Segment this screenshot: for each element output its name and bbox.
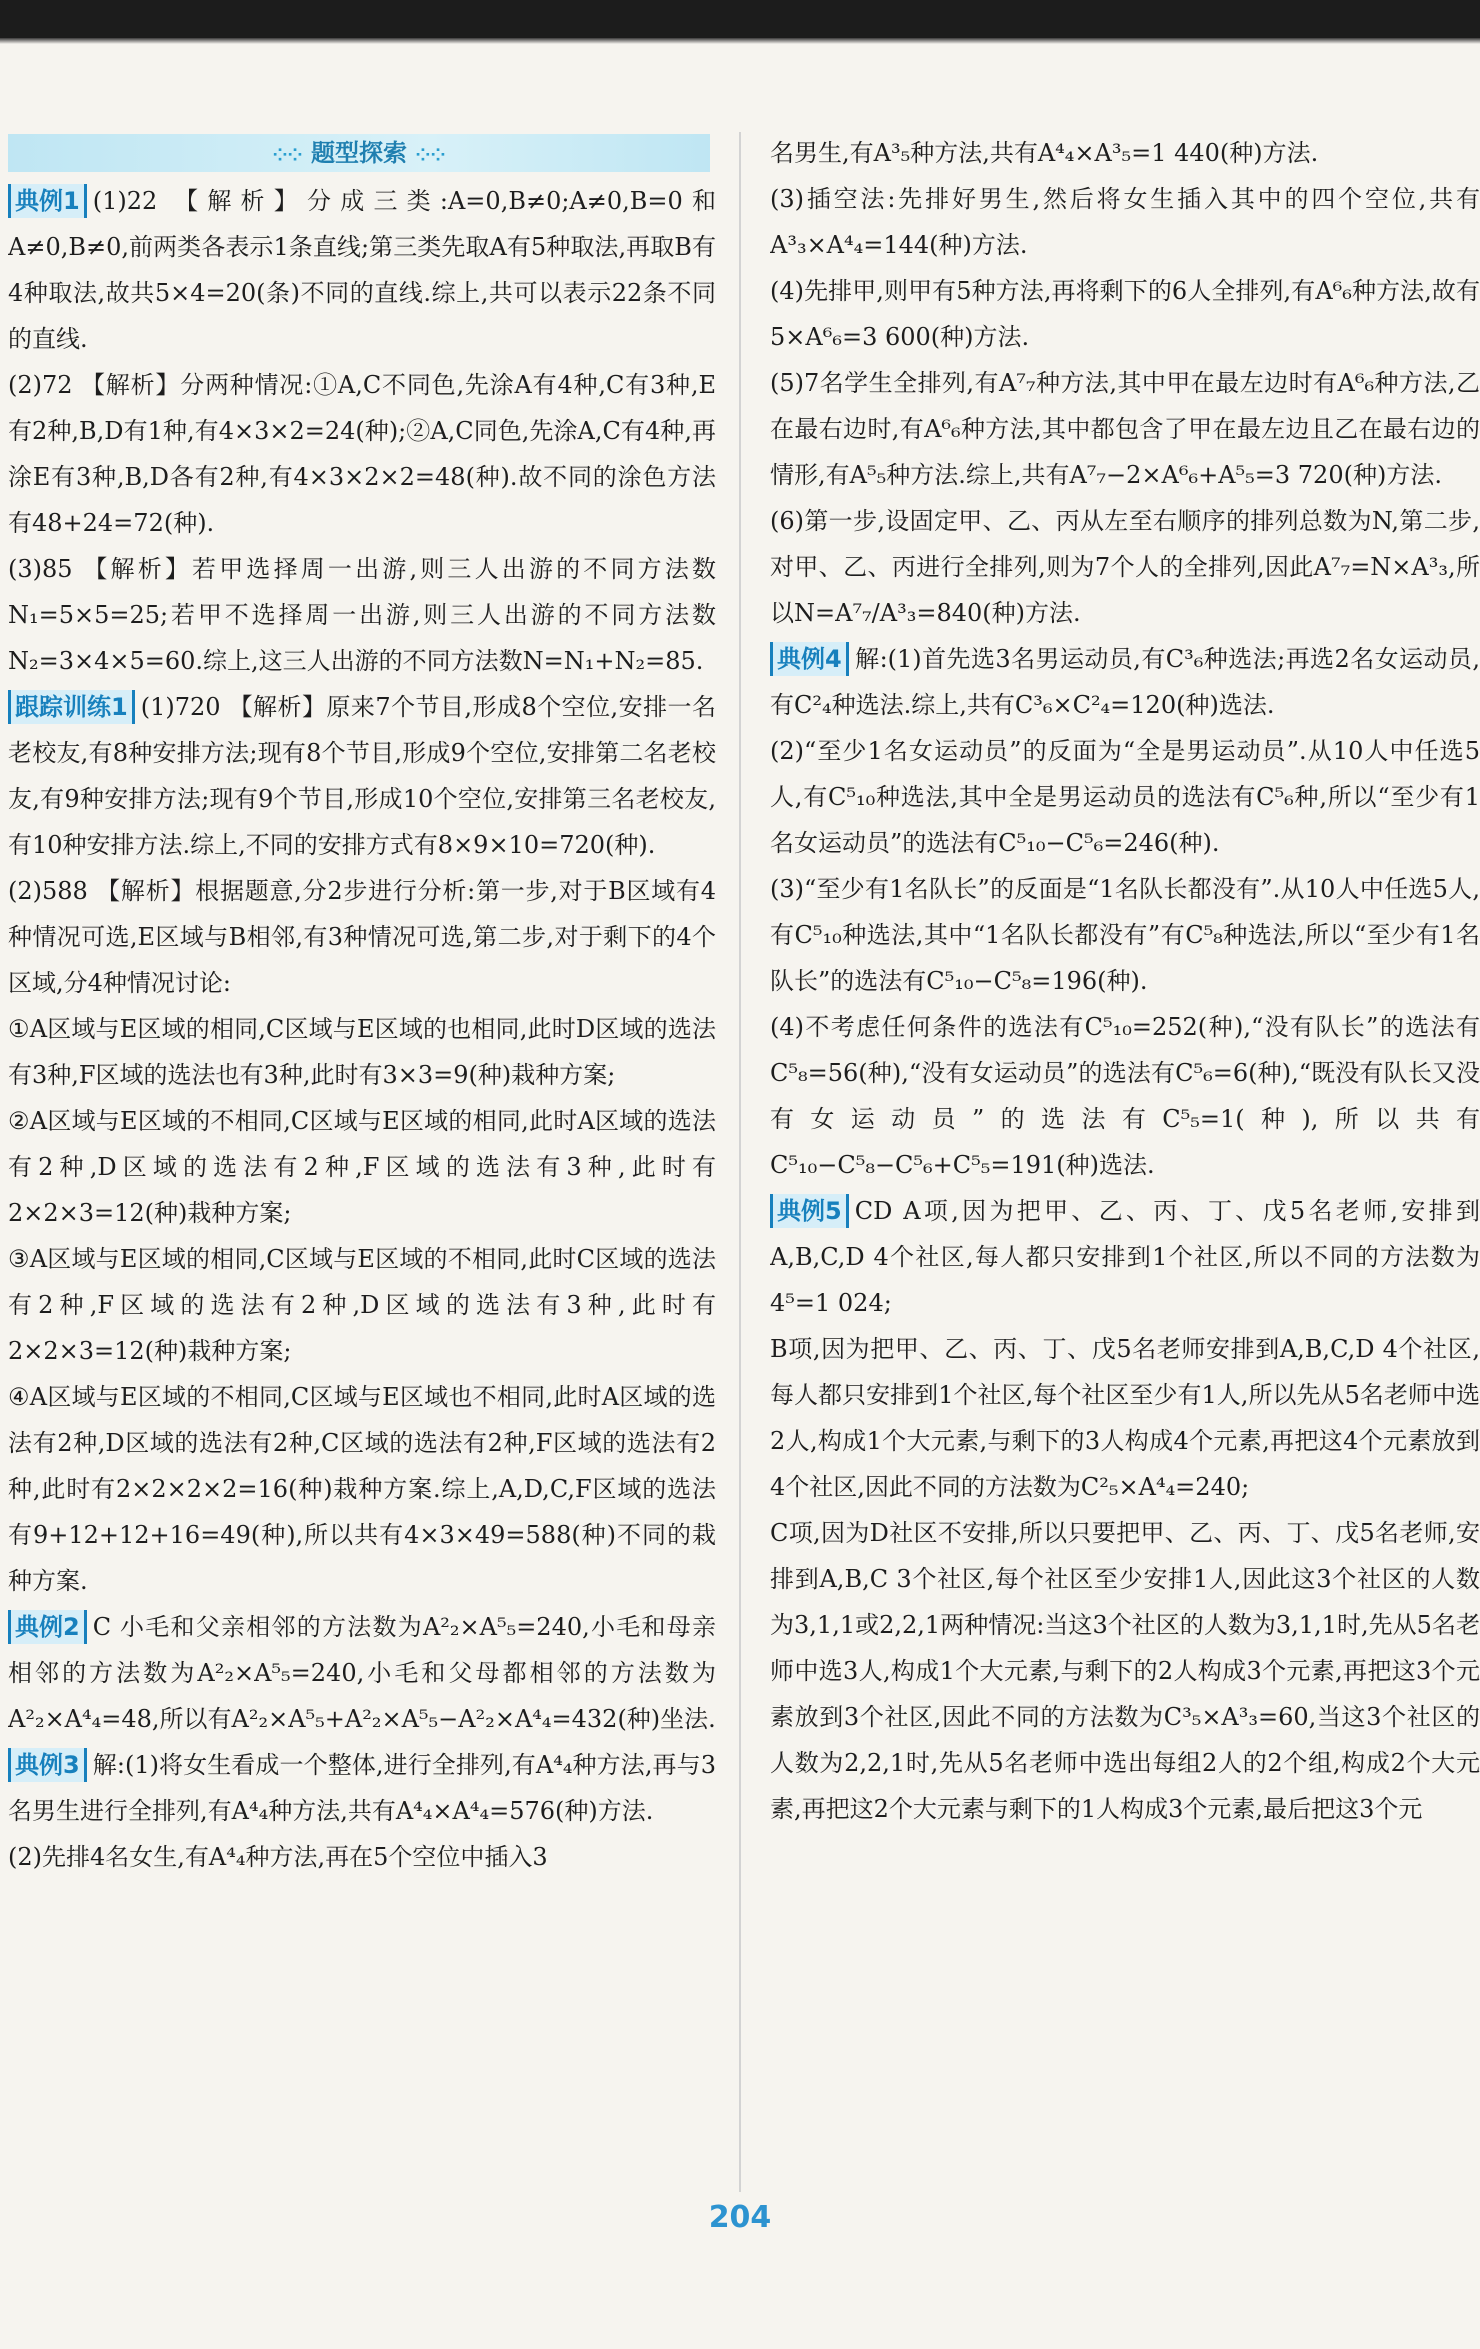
example-tag: 典例4 [770,642,849,676]
paragraph-text: (1)22 【解析】分成三类:A=0,B≠0;A≠0,B=0和A≠0,B≠0,前两类各表示1条直线;第三类先取A有5种取法,再取B有4种取法,故共5×4=20(条)不同的直线.综上,共可以表示22条不同的直线. [8,187,716,353]
example-tag: 典例5 [770,1194,849,1228]
paragraph-text: 解:(1)首先选3名男运动员,有C³₆种选法;再选2名女运动员,有C²₄种选法.综上,共有C³₆×C²₄=120(种)选法. [770,645,1480,719]
paragraph [770,728,1480,866]
paragraph-text: (5)7名学生全排列,有A⁷₇种方法,其中甲在最左边时有A⁶₆种方法,乙在最右边时,有A⁶₆种方法,其中都包含了甲在最左边且乙在最右边的情形,有A⁵₅种方法.综上,共有A⁷₇−2×A⁶₆+A⁵₅=3 720(种)方法. [770,369,1480,489]
paragraph-text: (4)先排甲,则甲有5种方法,再将剩下的6人全排列,有A⁶₆种方法,故有5×A⁶₆=3 600(种)方法. [770,277,1480,351]
paragraph [770,176,1480,268]
example-tag: 跟踪训练1 [8,690,135,724]
paragraph [770,498,1480,636]
paragraph-text: (2)72 【解析】分两种情况:①A,C不同色,先涂A有4种,C有3种,E有2种,B,D有1种,有4×3×2=24(种);②A,C同色,先涂A,C有4种,再涂E有3种,B,D各有2种,有4×3×2×2=48(种).故不同的涂色方法有48+24=72(种). [8,371,716,537]
paragraph-text: (3)“至少有1名队长”的反面是“1名队长都没有”.从10人中任选5人,有C⁵₁₀种选法,其中“1名队长都没有”有C⁵₈种选法,所以“至少有1名队长”的选法有C⁵₁₀−C⁵₈=196(种). [770,875,1480,995]
paragraph-text: B项,因为把甲、乙、丙、丁、戊5名老师安排到A,B,C,D 4个社区,每人都只安排到1个社区,每个社区至少有1人,所以先从5名老师中选2人,构成1个大元素,与剩下的3人构成4个元素,再把这4个元素放到4个社区,因此不同的方法数为C²₅×A⁴₄=240; [770,1335,1480,1501]
paragraph-text: (3)插空法:先排好男生,然后将女生插入其中的四个空位,共有A³₃×A⁴₄=144(种)方法. [770,185,1480,259]
example-tag: 典例3 [8,1748,87,1782]
paragraph [770,268,1480,360]
paragraph-text: ②A区域与E区域的不相同,C区域与E区域的相同,此时A区域的选法有2种,D区域的选法有2种,F区域的选法有3种,此时有2×2×3=12(种)栽种方案; [8,1107,716,1227]
paragraph-text: ③A区域与E区域的相同,C区域与E区域的不相同,此时C区域的选法有2种,F区域的选法有2种,D区域的选法有3种,此时有2×2×3=12(种)栽种方案; [8,1245,716,1365]
column-divider [739,132,741,2192]
header-decoration-right: ⁘⁘ [415,145,446,166]
paragraph [770,1004,1480,1188]
example-tag: 典例2 [8,1610,87,1644]
paragraph [8,546,716,684]
paragraph [770,636,1480,728]
paragraph [770,1326,1480,1510]
left-column [8,178,716,1880]
paragraph-text: CD A项,因为把甲、乙、丙、丁、戊5名老师,安排到A,B,C,D 4个社区,每人都只安排到1个社区,所以不同的方法数为4⁵=1 024; [770,1197,1480,1317]
paragraph-text: (4)不考虑任何条件的选法有C⁵₁₀=252(种),“没有队长”的选法有C⁵₈=56(种),“没有女运动员”的选法有C⁵₆=6(种),“既没有队长又没有女运动员”的选法有C⁵₅=1(种),所以共有C⁵₁₀−C⁵₈−C⁵₆+C⁵₅=191(种)选法. [770,1013,1480,1179]
paragraph [770,130,1480,176]
right-column [770,130,1480,1832]
section-title: 题型探索 [311,139,407,167]
paragraph [8,868,716,1006]
page-number: 204 [708,2200,772,2235]
paragraph [8,1098,716,1236]
paragraph-text: C项,因为D社区不安排,所以只要把甲、乙、丙、丁、戊5名老师,安排到A,B,C 3个社区,每个社区至少安排1人,因此这3个社区的人数为3,1,1或2,2,1两种情况:当这3个社区的人数为3,1,1时,先从5名老师中选3人,构成1个大元素,与剩下的2人构成3个元素,再把这3个元素放到3个社区,因此不同的方法数为C³₅×A³₃=60,当这3个社区的人数为2,2,1时,先从5名老师中选出每组2人的2个组,构成2个大元素,再把这2个大元素与剩下的1人构成3个元素,最后把这3个元 [770,1519,1480,1823]
paragraph [8,1604,716,1742]
paragraph [8,684,716,868]
paragraph [8,1742,716,1834]
paragraph [8,178,716,362]
paragraph-text: (2)“至少1名女运动员”的反面为“全是男运动员”.从10人中任选5人,有C⁵₁₀种选法,其中全是男运动员的选法有C⁵₆种,所以“至少有1名女运动员”的选法有C⁵₁₀−C⁵₆=246(种). [770,737,1480,857]
paragraph-text: (3)85 【解析】若甲选择周一出游,则三人出游的不同方法数N₁=5×5=25;若甲不选择周一出游,则三人出游的不同方法数N₂=3×4×5=60.综上,这三人出游的不同方法数N=N₁+N₂=85. [8,555,716,675]
paragraph [770,1188,1480,1326]
paragraph-text: C 小毛和父亲相邻的方法数为A²₂×A⁵₅=240,小毛和母亲相邻的方法数为A²₂×A⁵₅=240,小毛和父母都相邻的方法数为A²₂×A⁴₄=48,所以有A²₂×A⁵₅+A²₂×A⁵₅−A²₂×A⁴₄=432(种)坐法. [8,1613,716,1733]
paragraph-text: ①A区域与E区域的相同,C区域与E区域的也相同,此时D区域的选法有3种,F区域的选法也有3种,此时有3×3=9(种)栽种方案; [8,1015,716,1089]
paragraph-text: (1)720 【解析】原来7个节目,形成8个空位,安排一名老校友,有8种安排方法;现有8个节目,形成9个空位,安排第二名老校友,有9种安排方法;现有9个节目,形成10个空位,安排第三名老校友,有10种安排方法.综上,不同的安排方式有8×9×10=720(种). [8,693,716,859]
paragraph [770,360,1480,498]
paragraph [8,1006,716,1098]
header-decoration-left: ⁘⁘ [272,145,303,166]
paragraph-text: ④A区域与E区域的不相同,C区域与E区域也不相同,此时A区域的选法有2种,D区域的选法有2种,C区域的选法有2种,F区域的选法有2种,此时有2×2×2×2=16(种)栽种方案.综上,A,D,C,F区域的选法有9+12+12+16=49(种),所以共有4×3×49=588(种)不同的栽种方案. [8,1383,716,1595]
paragraph-text: (2)先排4名女生,有A⁴₄种方法,再在5个空位中插入3 [8,1843,548,1871]
paragraph [770,1510,1480,1832]
paragraph-text: 名男生,有A³₅种方法,共有A⁴₄×A³₅=1 440(种)方法. [770,139,1319,167]
paragraph-text: 解:(1)将女生看成一个整体,进行全排列,有A⁴₄种方法,再与3名男生进行全排列,有A⁴₄种方法,共有A⁴₄×A⁴₄=576(种)方法. [8,1751,716,1825]
paragraph [8,1834,716,1880]
paragraph [8,1374,716,1604]
example-tag: 典例1 [8,184,87,218]
paragraph-text: (6)第一步,设固定甲、乙、丙从左至右顺序的排列总数为N,第二步,对甲、乙、丙进行全排列,则为7个人的全排列,因此A⁷₇=N×A³₃,所以N=A⁷₇/A³₃=840(种)方法. [770,507,1480,627]
paragraph [8,362,716,546]
paragraph [8,1236,716,1374]
scan-top-shadow [0,38,1480,44]
section-header [8,134,710,172]
paragraph-text: (2)588 【解析】根据题意,分2步进行分析:第一步,对于B区域有4种情况可选,E区域与B相邻,有3种情况可选,第二步,对于剩下的4个区域,分4种情况讨论: [8,877,716,997]
paragraph [770,866,1480,1004]
scan-top-edge [0,0,1480,38]
